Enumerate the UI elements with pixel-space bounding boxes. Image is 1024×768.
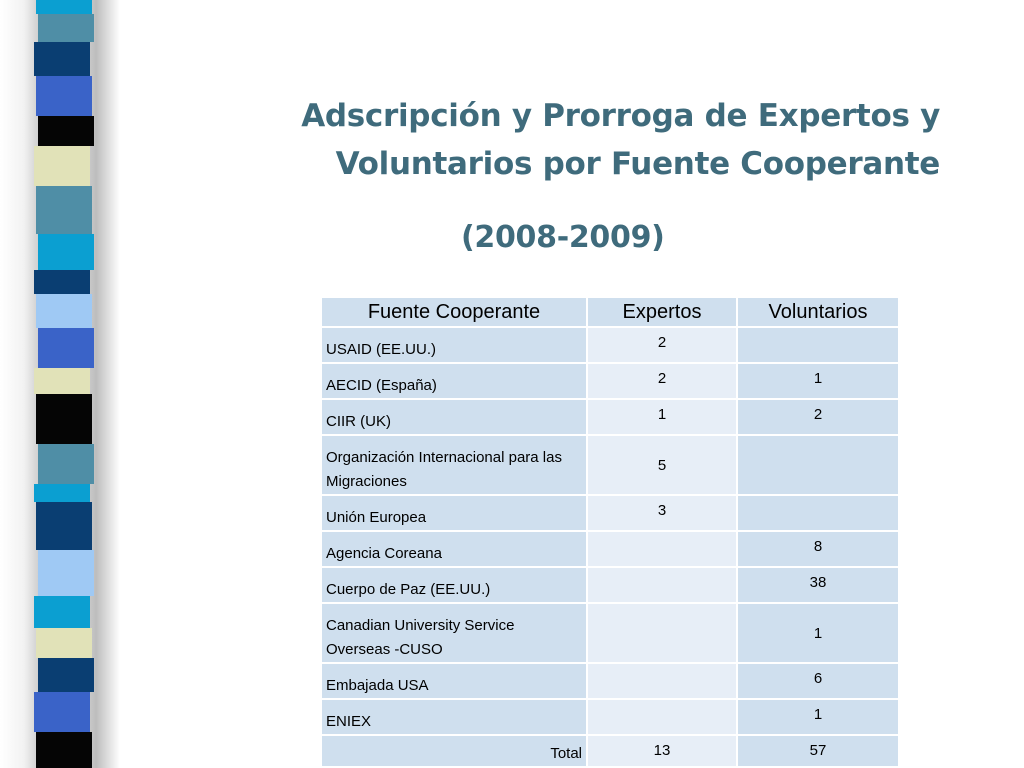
total-volunteers: 57 bbox=[738, 736, 898, 766]
decorative-stripe bbox=[38, 444, 94, 484]
cell-volunteers: 1 bbox=[738, 700, 898, 734]
decorative-stripe bbox=[36, 294, 92, 328]
header-source: Fuente Cooperante bbox=[322, 298, 586, 326]
decorative-stripe-band bbox=[0, 0, 120, 768]
cell-volunteers bbox=[738, 328, 898, 362]
cell-volunteers: 1 bbox=[738, 604, 898, 662]
cell-experts bbox=[588, 700, 736, 734]
decorative-stripe bbox=[34, 270, 90, 294]
cell-volunteers bbox=[738, 496, 898, 530]
table-row bbox=[322, 364, 898, 398]
decorative-stripe bbox=[36, 0, 92, 14]
slide-subtitle: (2008-2009) bbox=[461, 220, 665, 255]
decorative-stripe bbox=[38, 234, 94, 270]
decorative-stripe bbox=[38, 14, 94, 42]
total-row bbox=[322, 736, 898, 766]
table-row bbox=[322, 436, 898, 494]
header-experts: Expertos bbox=[588, 298, 736, 326]
table-row bbox=[322, 328, 898, 362]
header-row bbox=[322, 298, 898, 326]
decorative-stripe bbox=[34, 484, 90, 502]
cooperation-table bbox=[320, 296, 900, 768]
cell-experts: 3 bbox=[588, 496, 736, 530]
cell-volunteers: 6 bbox=[738, 664, 898, 698]
cell-source: Organización Internacional para las Migraciones bbox=[322, 436, 586, 494]
decorative-stripe bbox=[38, 328, 94, 368]
cell-source: ENIEX bbox=[322, 700, 586, 734]
decorative-stripe bbox=[38, 658, 94, 692]
table-body bbox=[322, 328, 898, 766]
cell-source: Agencia Coreana bbox=[322, 532, 586, 566]
table-row bbox=[322, 532, 898, 566]
cell-volunteers bbox=[738, 436, 898, 494]
decorative-stripe bbox=[36, 628, 92, 658]
cell-volunteers: 1 bbox=[738, 364, 898, 398]
cell-volunteers: 38 bbox=[738, 568, 898, 602]
total-label: Total bbox=[322, 736, 586, 766]
cell-volunteers: 8 bbox=[738, 532, 898, 566]
decorative-stripe bbox=[36, 732, 92, 768]
decorative-stripe bbox=[36, 502, 92, 550]
slide-title-line-2: Voluntarios por Fuente Cooperante bbox=[335, 146, 940, 182]
cell-source: Cuerpo de Paz (EE.UU.) bbox=[322, 568, 586, 602]
decorative-stripe bbox=[38, 116, 94, 146]
cell-experts bbox=[588, 604, 736, 662]
cell-source: Canadian University Service Overseas -CUSO bbox=[322, 604, 586, 662]
cell-source: Unión Europea bbox=[322, 496, 586, 530]
cell-source: AECID (España) bbox=[322, 364, 586, 398]
table-row bbox=[322, 604, 898, 662]
decorative-stripe bbox=[36, 394, 92, 444]
table-row bbox=[322, 700, 898, 734]
cell-experts: 2 bbox=[588, 328, 736, 362]
decorative-stripe bbox=[34, 368, 90, 394]
cell-experts bbox=[588, 664, 736, 698]
decorative-stripe bbox=[34, 42, 90, 76]
table-row bbox=[322, 568, 898, 602]
decorative-stripe bbox=[36, 76, 92, 116]
table-header bbox=[322, 298, 898, 326]
table-row bbox=[322, 664, 898, 698]
cell-experts: 2 bbox=[588, 364, 736, 398]
slide-title-line-1: Adscripción y Prorroga de Expertos y bbox=[301, 98, 940, 134]
cell-source: CIIR (UK) bbox=[322, 400, 586, 434]
decorative-stripe bbox=[34, 146, 90, 186]
cell-source: USAID (EE.UU.) bbox=[322, 328, 586, 362]
cell-source: Embajada USA bbox=[322, 664, 586, 698]
table-row bbox=[322, 496, 898, 530]
decorative-stripe bbox=[34, 596, 90, 628]
cell-experts: 1 bbox=[588, 400, 736, 434]
cell-experts: 5 bbox=[588, 436, 736, 494]
cell-experts bbox=[588, 532, 736, 566]
total-experts: 13 bbox=[588, 736, 736, 766]
decorative-stripe bbox=[36, 186, 92, 234]
cell-experts bbox=[588, 568, 736, 602]
decorative-stripe bbox=[38, 550, 94, 596]
decorative-stripe bbox=[34, 692, 90, 732]
cell-volunteers: 2 bbox=[738, 400, 898, 434]
header-volunteers: Voluntarios bbox=[738, 298, 898, 326]
table-row bbox=[322, 400, 898, 434]
